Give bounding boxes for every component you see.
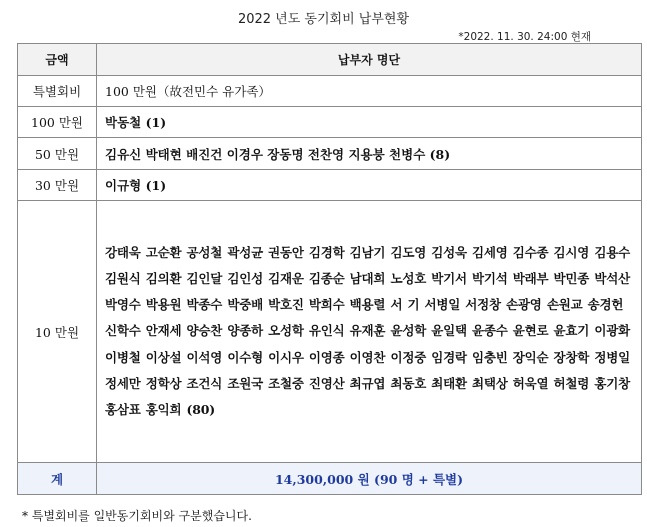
names-cell (97, 201, 642, 463)
table-row (18, 138, 642, 170)
row-content: 이규형 (1) (97, 170, 642, 201)
table-row (18, 201, 642, 463)
table-row (18, 170, 642, 201)
table-row (18, 76, 642, 107)
row-label: 100 만원 (18, 107, 97, 138)
header-names: 납부자 명단 (97, 44, 642, 76)
header-amount: 금액 (18, 44, 97, 76)
table-header-row (18, 44, 642, 76)
row-label: 10 만원 (18, 201, 97, 463)
row-content: 김유신 박태현 배진건 이경우 장동명 전찬영 지용붕 천병수 (8) (97, 138, 642, 170)
total-row (18, 463, 642, 495)
table-row (18, 107, 642, 138)
total-label: 계 (18, 463, 97, 495)
name-list: 강태욱 고순환 공성철 곽성균 권동안 김경학 김남기 김도영 김성욱 김세영 김수종 김시영 김용수 김원식 김의환 김인달 김인성 김재운 김종순 남대희 노성호 박기서 박기석 박래부 박민종 박석산 박영수 박용원 박종수 박중배 박호진 박희수 백용렬 서 기 서병일 서정창 손광영 손원교 송경헌 신학수 안재세 양승찬 양종하 오성학 유인식 유재훈 윤성학 윤일택 윤종수 윤현로 윤효기 이광화 이병철 이상설 이석영 이수형 이시우 이영종 이영찬 이정중 임경락 임충빈 장익순 장창학 정병일 정세만 정학상 조건식 조원국 조철중 진영산 최규엽 최동호 최태환 최택상 허욱열 허철령 홍기창 홍삼표 홍익희 (80) (105, 244, 630, 417)
document-title: 2022 년도 동기회비 납부현황 (237, 12, 410, 27)
row-content: 박동철 (1) (97, 107, 642, 138)
footnote: * 특별회비를 일반동기회비와 구분했습니다. (22, 509, 252, 523)
row-label: 특별회비 (18, 76, 97, 107)
total-amount: 14,300,000 원 (90 명 + 특별) (97, 463, 642, 495)
row-label: 50 만원 (18, 138, 97, 170)
as-of-date: *2022. 11. 30. 24:00 현재 (458, 31, 591, 43)
row-content: 100 만원（故전민수 유가족） (97, 76, 642, 107)
dues-table (17, 43, 642, 495)
row-label: 30 만원 (18, 170, 97, 201)
